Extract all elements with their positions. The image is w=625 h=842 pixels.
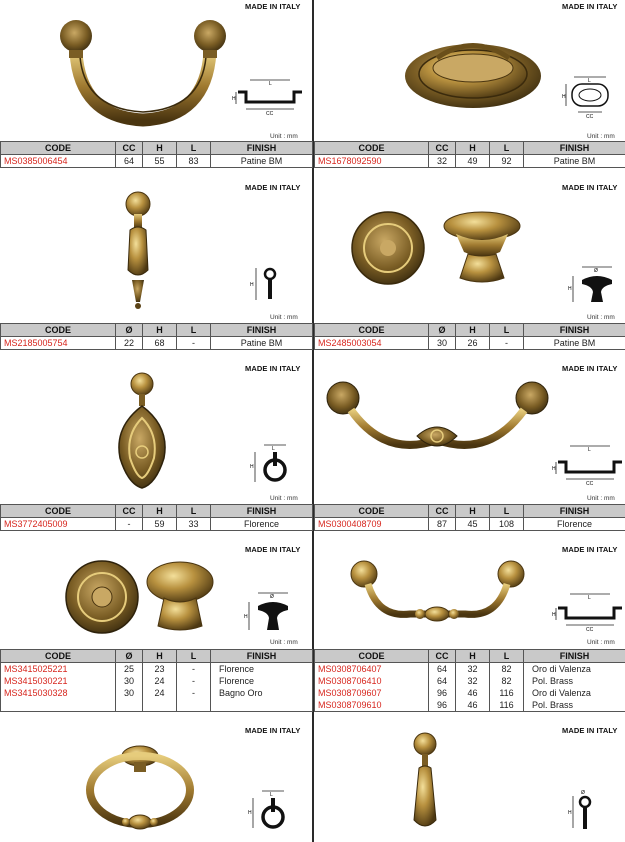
made-in-italy-label: MADE IN ITALY <box>245 364 301 373</box>
table-cell: - <box>177 675 211 687</box>
table-cell: 32 <box>456 663 490 676</box>
knob-diagram-icon <box>568 264 618 304</box>
made-in-italy-label: MADE IN ITALY <box>562 545 618 554</box>
ring-pull-diagram-icon <box>248 788 288 832</box>
table-cell: 24 <box>143 687 177 699</box>
unit-label: Unit : mm <box>270 639 298 646</box>
unit-label: Unit : mm <box>587 639 615 646</box>
spec-table <box>0 141 313 168</box>
unit-label: Unit : mm <box>270 495 298 502</box>
product-code: MS0300408709 <box>315 518 429 531</box>
table-row <box>1 675 313 687</box>
product-code: MS0308706407 <box>315 663 429 676</box>
spec-table <box>314 649 625 712</box>
table-row <box>1 699 313 711</box>
column-header: H <box>143 650 177 663</box>
column-header: CC <box>116 142 143 155</box>
made-in-italy-label: MADE IN ITALY <box>562 2 618 11</box>
table-row <box>315 337 625 350</box>
table-row <box>1 155 313 168</box>
spec-table <box>0 323 313 350</box>
table-header-row <box>315 142 625 155</box>
column-header: L <box>490 324 524 337</box>
table-cell: - <box>177 687 211 699</box>
svg-text:CC: CC <box>266 111 274 116</box>
made-in-italy-label: MADE IN ITALY <box>562 364 618 373</box>
column-header: L <box>177 650 211 663</box>
product-photo-oval-handle <box>402 28 544 112</box>
table-cell: 23 <box>143 663 177 676</box>
column-header: Ø <box>116 650 143 663</box>
column-header: Ø <box>116 324 143 337</box>
finish-cell: Patine BM <box>211 337 313 350</box>
svg-text:Ø: Ø <box>594 268 598 274</box>
table-cell: 32 <box>429 155 456 168</box>
svg-text:H: H <box>250 282 254 288</box>
svg-text:H: H <box>244 614 248 620</box>
product-photo-ornate-bail-handle <box>325 378 550 468</box>
table-cell: 55 <box>143 155 177 168</box>
finish-cell: Patine BM <box>524 155 625 168</box>
product-photo-bail-handle <box>58 12 228 127</box>
column-header: Ø <box>429 324 456 337</box>
table-cell: 46 <box>456 687 490 699</box>
unit-label: Unit : mm <box>270 314 298 321</box>
unit-label: Unit : mm <box>587 314 615 321</box>
svg-text:L: L <box>270 792 273 798</box>
table-cell: 46 <box>456 699 490 712</box>
svg-text:CC: CC <box>586 114 594 120</box>
table-cell: - <box>177 663 211 676</box>
table-cell: 26 <box>456 337 490 350</box>
made-in-italy-label: MADE IN ITALY <box>245 726 301 735</box>
svg-text:H: H <box>552 466 556 472</box>
column-header: CC <box>429 505 456 518</box>
finish-cell: Oro di Valenza <box>524 687 625 699</box>
product-code: MS1678092590 <box>315 155 429 168</box>
column-header: FINISH <box>211 650 313 663</box>
table-cell: - <box>177 337 211 350</box>
column-header: H <box>143 505 177 518</box>
product-code: MS0308706410 <box>315 675 429 687</box>
column-header: H <box>456 650 490 663</box>
made-in-italy-label: MADE IN ITALY <box>562 726 618 735</box>
svg-text:L: L <box>269 81 272 87</box>
table-row <box>315 687 625 699</box>
spec-table <box>0 649 313 712</box>
table-cell: 116 <box>490 687 524 699</box>
svg-text:H: H <box>250 464 254 470</box>
column-header: FINISH <box>211 142 313 155</box>
table-cell: 82 <box>490 663 524 676</box>
table-cell: 116 <box>490 699 524 712</box>
column-divider <box>312 0 314 842</box>
table-cell: 64 <box>429 663 456 676</box>
product-code: MS0385006454 <box>1 155 116 168</box>
ring-pull-diagram-icon <box>250 442 290 486</box>
svg-text:CC: CC <box>586 627 594 633</box>
table-cell: 24 <box>143 675 177 687</box>
unit-label: Unit : mm <box>587 133 615 140</box>
product-code: MS3772405009 <box>1 518 116 531</box>
table-row <box>1 337 313 350</box>
svg-text:H: H <box>248 810 252 816</box>
column-header: CODE <box>315 650 429 663</box>
column-header: CODE <box>1 324 116 337</box>
unit-label: Unit : mm <box>587 495 615 502</box>
table-cell: 22 <box>116 337 143 350</box>
column-header: CODE <box>315 505 429 518</box>
column-header: L <box>177 505 211 518</box>
finish-cell: Bagno Oro <box>211 687 313 699</box>
bail-handle-diagram-icon <box>552 590 624 634</box>
product-photo-knobs <box>60 558 220 636</box>
svg-text:L: L <box>588 447 591 453</box>
column-header: L <box>177 142 211 155</box>
made-in-italy-label: MADE IN ITALY <box>245 545 301 554</box>
table-cell-empty <box>1 699 116 711</box>
drop-pull-diagram-icon <box>250 264 284 304</box>
table-row <box>315 675 625 687</box>
column-header: H <box>143 142 177 155</box>
table-cell: 45 <box>456 518 490 531</box>
table-header-row <box>1 324 313 337</box>
svg-text:Ø: Ø <box>581 790 585 796</box>
table-cell: - <box>116 518 143 531</box>
column-header: FINISH <box>211 505 313 518</box>
made-in-italy-label: MADE IN ITALY <box>562 183 618 192</box>
table-cell: 33 <box>177 518 211 531</box>
column-header: CC <box>429 650 456 663</box>
table-cell: 59 <box>143 518 177 531</box>
table-header-row <box>315 324 625 337</box>
finish-cell: Florence <box>211 663 313 676</box>
table-cell: 83 <box>177 155 211 168</box>
table-cell: 87 <box>429 518 456 531</box>
finish-cell: Pol. Brass <box>524 699 625 712</box>
finish-cell: Florence <box>524 518 625 531</box>
table-row <box>315 699 625 712</box>
svg-text:H: H <box>552 612 556 618</box>
column-header: H <box>456 142 490 155</box>
table-header-row <box>1 505 313 518</box>
column-header: H <box>143 324 177 337</box>
product-code: MS3415030328 <box>1 687 116 699</box>
table-cell: 30 <box>429 337 456 350</box>
bail-handle-diagram-icon <box>232 78 304 116</box>
table-cell-empty <box>116 699 143 711</box>
svg-text:L: L <box>588 595 591 601</box>
table-cell: 82 <box>490 675 524 687</box>
table-row <box>315 518 625 531</box>
bail-handle-diagram-icon <box>552 442 624 486</box>
svg-text:H: H <box>568 286 572 292</box>
table-row <box>1 518 313 531</box>
table-cell: - <box>490 337 524 350</box>
product-code: MS3415025221 <box>1 663 116 676</box>
column-header: CODE <box>1 650 116 663</box>
table-cell: 32 <box>456 675 490 687</box>
table-cell: 25 <box>116 663 143 676</box>
column-header: L <box>490 650 524 663</box>
product-code: MS0308709607 <box>315 687 429 699</box>
drop-pull-diagram-icon <box>568 788 598 832</box>
table-header-row <box>1 650 313 663</box>
product-code: MS3415030221 <box>1 675 116 687</box>
table-cell-empty <box>143 699 177 711</box>
product-photo-drop-pull <box>118 190 158 310</box>
column-header: CODE <box>315 142 429 155</box>
table-cell: 108 <box>490 518 524 531</box>
table-header-row <box>1 142 313 155</box>
product-photo-drop-pull <box>408 732 442 837</box>
table-cell: 30 <box>116 687 143 699</box>
column-header: FINISH <box>524 650 625 663</box>
made-in-italy-label: MADE IN ITALY <box>245 183 301 192</box>
svg-text:H: H <box>232 96 236 102</box>
finish-cell: Patine BM <box>211 155 313 168</box>
spec-table <box>314 323 625 350</box>
column-header: FINISH <box>524 324 625 337</box>
table-cell: 64 <box>429 675 456 687</box>
column-header: CODE <box>1 505 116 518</box>
table-cell: 96 <box>429 699 456 712</box>
finish-cell: Florence <box>211 518 313 531</box>
product-photo-bail-handle <box>350 558 525 628</box>
column-header: FINISH <box>211 324 313 337</box>
column-header: L <box>490 505 524 518</box>
table-cell: 68 <box>143 337 177 350</box>
column-header: L <box>177 324 211 337</box>
product-code: MS2485003054 <box>315 337 429 350</box>
product-code: MS2185005754 <box>1 337 116 350</box>
product-photo-knobs <box>350 208 525 288</box>
column-header: L <box>490 142 524 155</box>
column-header: FINISH <box>524 142 625 155</box>
table-row <box>315 663 625 676</box>
svg-text:L: L <box>588 78 591 84</box>
table-header-row <box>315 505 625 518</box>
column-header: CODE <box>315 324 429 337</box>
table-cell: 64 <box>116 155 143 168</box>
svg-text:H: H <box>562 94 566 100</box>
table-row <box>315 155 625 168</box>
column-header: CC <box>116 505 143 518</box>
table-row <box>1 663 313 676</box>
product-photo-filigree-pull <box>112 372 172 492</box>
table-row <box>1 687 313 699</box>
column-header: H <box>456 324 490 337</box>
made-in-italy-label: MADE IN ITALY <box>245 2 301 11</box>
finish-cell: Pol. Brass <box>524 675 625 687</box>
spec-table <box>0 504 313 531</box>
unit-label: Unit : mm <box>270 133 298 140</box>
product-code: MS0308709610 <box>315 699 429 712</box>
product-photo-ring-pull <box>84 738 196 830</box>
column-header: CODE <box>1 142 116 155</box>
column-header: H <box>456 505 490 518</box>
svg-text:Ø: Ø <box>270 594 274 600</box>
table-cell: 30 <box>116 675 143 687</box>
column-header: CC <box>429 142 456 155</box>
svg-text:L: L <box>272 446 275 452</box>
table-cell-empty <box>211 699 313 711</box>
knob-diagram-icon <box>244 590 296 634</box>
table-cell: 49 <box>456 155 490 168</box>
spec-table <box>314 504 625 531</box>
finish-cell: Patine BM <box>524 337 625 350</box>
table-cell-empty <box>177 699 211 711</box>
oval-flush-handle-diagram-icon <box>562 74 614 120</box>
svg-text:H: H <box>568 810 572 816</box>
column-header: FINISH <box>524 505 625 518</box>
table-cell: 92 <box>490 155 524 168</box>
finish-cell: Florence <box>211 675 313 687</box>
finish-cell: Oro di Valenza <box>524 663 625 676</box>
svg-text:CC: CC <box>586 481 594 486</box>
spec-table <box>314 141 625 168</box>
table-header-row <box>315 650 625 663</box>
table-cell: 96 <box>429 687 456 699</box>
